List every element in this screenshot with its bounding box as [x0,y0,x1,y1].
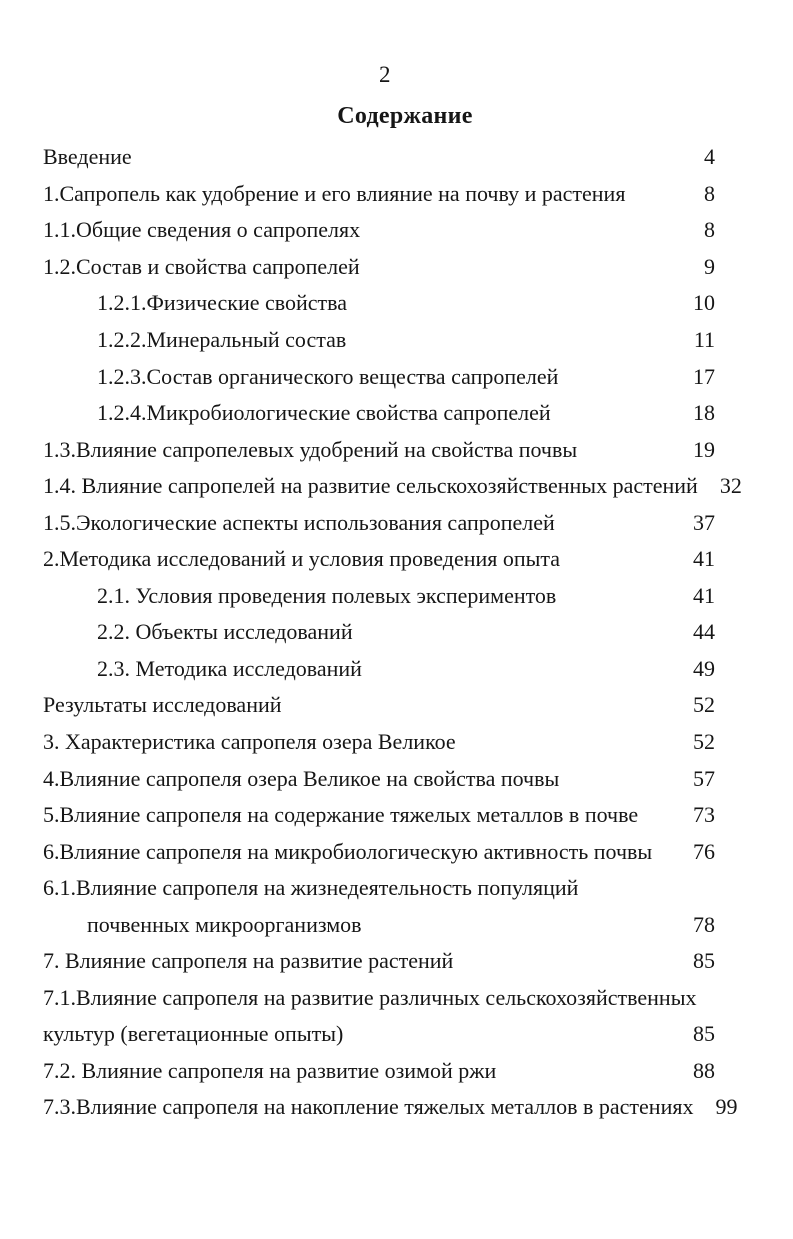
toc-entry [43,504,715,541]
toc-entry-page: 78 [693,911,715,937]
toc-entry-page: 37 [693,509,715,535]
toc-entry [43,249,715,286]
toc-entry-text: почвенных микроорганизмов [87,911,362,937]
toc-entry [43,176,715,213]
toc-entry [43,212,715,249]
toc-entry-page: 44 [693,619,715,645]
toc-entry-text: 3. Характеристика сапропеля озера Великое [43,729,456,755]
toc-entry-page: 41 [693,582,715,608]
toc-entry [43,541,715,578]
toc-entry [43,870,715,907]
toc-entry-page: 17 [693,363,715,389]
toc-entry [43,139,715,176]
toc-entry-page: 10 [693,290,715,316]
toc-entry [43,1053,715,1090]
toc-entry [43,1016,715,1053]
toc-entry [43,687,715,724]
toc-entry-page: 8 [704,180,715,206]
toc-entry-page: 9 [704,253,715,279]
toc-entry [43,760,715,797]
toc-entry [43,943,715,980]
toc-entry [43,980,715,1017]
toc-entry-page: 32 [719,473,742,499]
toc-entry [43,906,715,943]
toc-entry [43,833,715,870]
toc-entry-page: 52 [693,692,715,718]
toc-entry-text: 7.3.Влияние сапропеля на накопление тяжелых металлов в растениях [43,1094,694,1120]
toc-entry-text: 2.2. Объекты исследований [97,619,353,645]
toc-entry-text: 1.2.3.Состав органического вещества сапропелей [97,363,559,389]
toc-entry-text: 1.2.4.Микробиологические свойства сапропелей [97,400,551,426]
toc-entry [43,395,715,432]
toc-entry-text: 7. Влияние сапропеля на развитие растений [43,948,454,974]
toc-entry [43,578,715,615]
toc-entry-page: 49 [693,655,715,681]
toc-entry-text: Результаты исследований [43,692,282,718]
toc-entry-text: Введение [43,144,132,170]
toc-entry-text: культур (вегетационные опыты) [43,1021,344,1047]
toc-entry-page: 99 [715,1094,738,1120]
toc-entry-page: 73 [693,802,715,828]
toc-entry-text: 1.2.2.Минеральный состав [97,327,347,352]
toc-entry-page: 18 [693,400,715,426]
toc-entry-text: 4.Влияние сапропеля озера Великое на свойства почвы [43,765,560,791]
toc-entry-text: 7.1.Влияние сапропеля на развитие различных сельскохозяйственных [43,984,697,1010]
toc-entry-page: 76 [693,838,715,864]
toc-entry [43,614,715,651]
toc-entry [43,468,742,505]
toc-entry-text: 1.Сапропель как удобрение и его влияние на почву и растения [43,180,626,206]
toc-entry-page: 85 [693,1021,715,1047]
toc-entry-text: 1.3.Влияние сапропелевых удобрений на свойства почвы [43,436,578,462]
toc-entry-page: 85 [693,948,715,974]
toc-entry [43,431,715,468]
toc-entry [43,322,715,359]
toc-entry-page: 57 [693,765,715,791]
toc-entry-text: 2.3. Методика исследований [97,655,362,681]
toc-entry-text: 7.2. Влияние сапропеля на развитие озимой ржи [43,1057,497,1083]
toc-entry-text: 1.5.Экологические аспекты использования сапропелей [43,509,555,535]
toc-entry-text: 1.2.Состав и свойства сапропелей [43,253,360,279]
toc-entry-text: 2.1. Условия проведения полевых экспериментов [97,582,557,608]
toc-entry-page: 11 [693,327,715,352]
toc-entry [43,1089,738,1126]
toc-entry-text: 6.Влияние сапропеля на микробиологическую активность почвы [43,838,653,864]
toc-entry-text: 2.Методика исследований и условия проведения опыта [43,546,561,572]
toc-entry [43,651,715,688]
toc-entry-text: 1.4. Влияние сапропелей на развитие сельскохозяйственных растений [43,473,698,499]
toc-entry [43,285,715,322]
toc-entry-page: 8 [704,217,715,243]
toc-entry-page: 19 [693,436,715,462]
toc-entry [43,797,715,834]
toc-entry-page: 4 [704,144,715,170]
toc-title: Содержание [337,103,473,129]
toc-list [43,139,742,1126]
toc-entry [43,724,715,761]
toc-entry-text: 5.Влияние сапропеля на содержание тяжелых металлов в почве [43,802,639,828]
page-number: 2 [379,62,391,87]
toc-entry-text: 1.1.Общие сведения о сапропелях [43,217,361,243]
toc-entry [43,358,715,395]
toc-entry-page: 52 [693,729,715,755]
toc-entry-page: 41 [693,546,715,572]
toc-entry-text: 1.2.1.Физические свойства [97,290,348,316]
toc-entry-page: 88 [693,1057,715,1083]
toc-entry-text: 6.1.Влияние сапропеля на жизнедеятельность популяций [43,875,579,901]
